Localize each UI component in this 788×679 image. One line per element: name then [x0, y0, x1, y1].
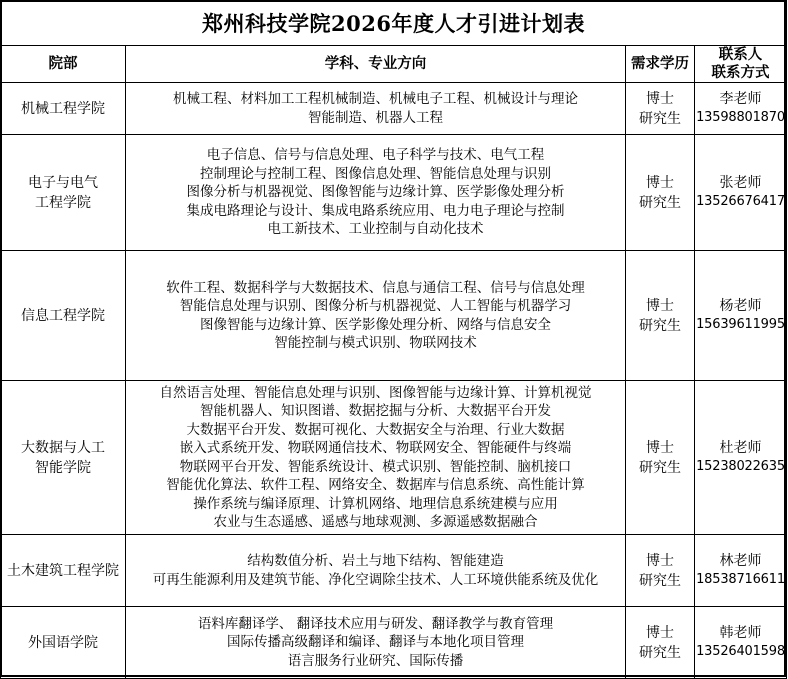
field-cell — [126, 607, 626, 679]
field-cell-line: 电工新技术、工业控制与自动化技术 — [267, 221, 484, 238]
field-cell — [126, 251, 626, 381]
field-cell — [126, 83, 626, 135]
contact-name: 韩老师 — [719, 625, 762, 642]
degree-cell-line: 博士 — [646, 439, 674, 456]
field-cell-line: 物联网平台开发、智能系统设计、模式识别、智能控制、脑机接口 — [179, 458, 572, 475]
contact-name: 张老师 — [719, 175, 762, 192]
dept-cell — [1, 535, 126, 607]
contact-cell — [695, 381, 787, 535]
field-cell-line: 可再生能源利用及建筑节能、净化空调除尘技术、人工环境供能系统及优化 — [152, 571, 599, 588]
dept-cell-line: 电子与电气 — [28, 174, 98, 191]
field-cell-line: 自然语言处理、智能信息处理与识别、图像智能与边缘计算、计算机视觉 — [159, 384, 592, 401]
header-row — [1, 46, 787, 83]
contact-cell — [695, 535, 787, 607]
table-row — [1, 607, 787, 679]
field-cell-line: 机械工程、材料加工工程机械制造、机械电子工程、机械设计与理论 — [173, 91, 578, 107]
header-dept: 院部 — [1, 46, 126, 83]
dept-cell-line: 土木建筑工程学院 — [7, 562, 119, 579]
degree-cell-line: 博士 — [646, 552, 674, 569]
contact-phone: 18538716611 — [696, 572, 785, 588]
table-row — [1, 83, 787, 135]
field-cell-line: 图像分析与机器视觉、图像智能与边缘计算、医学影像处理分析 — [186, 184, 565, 201]
dept-cell — [1, 135, 126, 251]
field-cell-line: 智能信息处理与识别、图像分析与机器视觉、人工智能与机器学习 — [179, 298, 572, 314]
contact-phone: 13526401598 — [696, 644, 785, 660]
degree-cell — [626, 83, 695, 135]
dept-cell-line: 大数据与人工 — [21, 439, 105, 456]
dept-cell — [1, 83, 126, 135]
field-cell-line: 农业与生态遥感、遥感与地球观测、多源遥感数据融合 — [213, 514, 538, 530]
field-cell-line: 大数据平台开发、数据可视化、大数据安全与治理、行业大数据 — [186, 421, 565, 438]
contact-cell — [695, 607, 787, 679]
field-cell-line: 语言服务行业研究、国际传播 — [287, 652, 464, 669]
dept-cell — [1, 381, 126, 535]
degree-cell — [626, 535, 695, 607]
degree-cell-line: 研究生 — [639, 572, 681, 589]
field-cell-line: 智能机器人、知识图谱、数据挖掘与分析、大数据平台开发 — [200, 403, 551, 419]
field-cell — [126, 381, 626, 535]
contact-phone: 13598801870 — [696, 110, 785, 126]
degree-cell-line: 研究生 — [639, 459, 681, 476]
header-contact-line2: 联系方式 — [711, 64, 770, 81]
degree-cell-line: 博士 — [646, 174, 674, 191]
dept-cell — [1, 607, 126, 679]
degree-cell — [626, 135, 695, 251]
degree-cell-line: 博士 — [646, 90, 674, 107]
field-cell-line: 智能制造、机器人工程 — [308, 109, 443, 126]
contact-name: 杜老师 — [719, 440, 762, 457]
degree-cell-line: 研究生 — [639, 317, 681, 334]
contact-name: 李老师 — [719, 91, 762, 108]
degree-cell — [626, 607, 695, 679]
contact-phone: 13526676417 — [696, 194, 785, 210]
title-row — [1, 1, 787, 46]
field-cell — [126, 535, 626, 607]
field-cell-line: 图像智能与边缘计算、医学影像处理分析、网络与信息安全 — [200, 316, 551, 333]
contact-name: 杨老师 — [719, 298, 762, 315]
table-row — [1, 251, 787, 381]
field-cell-line: 智能控制与模式识别、物联网技术 — [274, 335, 477, 351]
dept-cell — [1, 251, 126, 381]
contact-cell — [695, 135, 787, 251]
degree-cell — [626, 381, 695, 535]
header-contact-line1: 联系人 — [718, 46, 763, 63]
field-cell — [126, 135, 626, 251]
degree-cell-line: 研究生 — [639, 110, 681, 127]
field-cell-line: 智能优化算法、软件工程、网络安全、数据库与信息系统、高性能计算 — [166, 477, 585, 493]
dept-cell-line: 智能学院 — [35, 459, 91, 476]
header-degree: 需求学历 — [626, 46, 695, 83]
dept-cell-line: 工程学院 — [35, 194, 91, 211]
degree-cell — [626, 251, 695, 381]
field-cell-line: 操作系统与编译原理、计算机网络、地理信息系统建模与应用 — [193, 495, 558, 512]
degree-cell-line: 研究生 — [639, 644, 681, 661]
contact-cell — [695, 83, 787, 135]
dept-cell-line: 信息工程学院 — [21, 307, 105, 324]
degree-cell-line: 研究生 — [639, 194, 681, 211]
field-cell-line: 语料库翻译学、 翻译技术应用与研发、翻译教学与教育管理 — [197, 615, 554, 632]
field-cell-line: 国际传播高级翻译和编译、翻译与本地化项目管理 — [227, 634, 524, 651]
contact-cell — [695, 251, 787, 381]
field-cell-line: 集成电路理论与设计、集成电路系统应用、电力电子理论与控制 — [186, 202, 565, 219]
page-title: 郑州科技学院2026年度人才引进计划表 — [1, 1, 787, 46]
table-row — [1, 535, 787, 607]
field-cell-line: 结构数值分析、岩土与地下结构、智能建造 — [247, 553, 504, 569]
field-cell-line: 嵌入式系统开发、物联网通信技术、物联网安全、智能硬件与终端 — [179, 440, 572, 456]
degree-cell-line: 博士 — [646, 624, 674, 641]
field-cell-line: 软件工程、数据科学与大数据技术、信息与通信工程、信号与信息处理 — [166, 279, 585, 296]
contact-phone: 15639611995 — [696, 317, 785, 333]
table-row — [1, 381, 787, 535]
contact-phone: 15238022635 — [696, 459, 785, 475]
header-contact — [695, 46, 787, 83]
field-cell-line: 控制理论与控制工程、图像信息处理、智能信息处理与识别 — [200, 165, 551, 182]
table-row — [1, 135, 787, 251]
degree-cell-line: 博士 — [646, 297, 674, 314]
field-cell-line: 电子信息、信号与信息处理、电子科学与技术、电气工程 — [206, 147, 545, 164]
header-field: 学科、专业方向 — [126, 46, 626, 83]
contact-name: 林老师 — [719, 553, 762, 570]
dept-cell-line: 机械工程学院 — [21, 100, 105, 117]
dept-cell-line: 外国语学院 — [28, 634, 98, 651]
